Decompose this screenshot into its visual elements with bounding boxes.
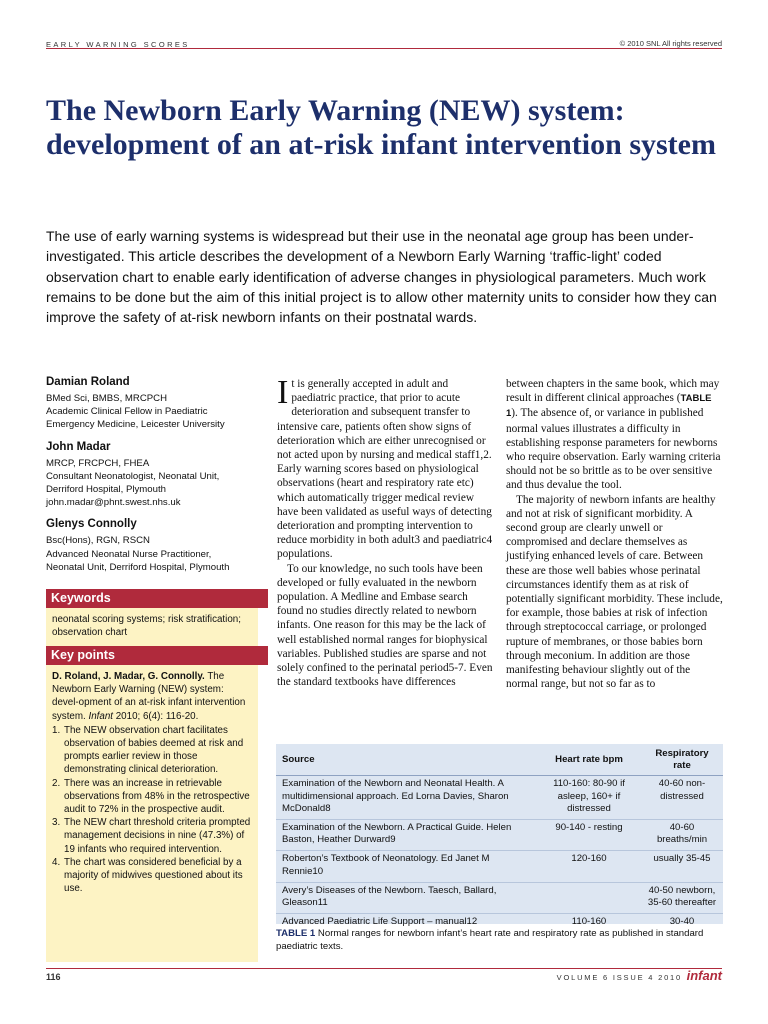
body-column-2 [506,377,724,691]
author-affiliation: Emergency Medicine, Leicester University [46,419,225,431]
citation-details: 2010; 6(4): 116-20. [113,710,199,722]
author-list [46,376,266,583]
data-table [276,744,723,932]
caption-label: TABLE 1 [276,928,316,939]
author-affiliation: Academic Clinical Fellow in Paediatric [46,406,208,418]
author-name: Glenys Connolly [46,518,137,531]
cell-source: Examination of the Newborn. A Practical Guide. Helen Baston, Heather Durward9 [276,820,537,851]
citation [52,670,252,723]
body-paragraph [277,374,495,562]
keywords-heading: Keywords [46,589,268,608]
list-item [52,816,252,856]
list-item [52,856,252,896]
key-points-heading: Key points [46,646,268,665]
table-caption [276,928,723,953]
author-affiliation: Neonatal Unit, Derriford Hospital, Plymouth [46,561,230,573]
article-title: The Newborn Early Warning (NEW) system: development of an at-risk infant intervention system [46,94,716,161]
citation-title: The Newborn Early Warning (NEW) system: devel-opment of an at-risk infant intervention system. [52,671,246,722]
table-row [276,851,723,882]
table-row [276,882,723,913]
caption-text: Normal ranges for newborn infant’s heart rate and respiratory rate as published in standard paediatric texts. [276,928,704,952]
author-affiliation: Consultant Neonatologist, Neonatal Unit, [46,470,220,482]
list-number: 2. [52,777,61,789]
table-reference-link[interactable]: TABLE 1 [506,393,712,420]
citation-authors: D. Roland, J. Madar, G. Connolly. [52,671,205,682]
author-affiliation: Advanced Neonatal Nurse Practitioner, [46,548,212,560]
body-column-1 [277,374,495,689]
keywords-text: neonatal scoring systems; risk stratification; observation chart [46,608,258,652]
cell-respiratory-rate: usually 35-45 [640,851,723,882]
body-paragraph: The majority of newborn infants are healthy and not at risk of significant morbidity. A second group are clearly unwell or compromised and declare themselves as justifying enhanced levels of care. Between these are those well babies whose perinatal circumstances identify them as at risk of potentially significant morbidity. These include, for example, those babies at risk of infection through streptococcal carriage, or prolonged rupture of membranes, or those babies born through meconium. In addition are those manifesting behaviour slightly out of the normal range, but not so far as to [506,493,723,691]
list-text: There was an increase in retrievable observations from 48% in the retrospective audit to 72% in the prospective audit. [64,777,250,816]
paragraph-text: t is generally accepted in adult and paediatric practice, that prior to acute deterioration and subsequent transfer to intensive care, patients often show signs of deterioration which are either unrecognised or not acted upon by nursing and medical staff1,2. Early warning scores based on physiological observations (heart and respiratory rate etc) which automatically trigger medical review have been validated as useful ways of detecting deterioration and prompting intervention to reduce morbidity in both adult3 and paediatric4 populations. [277,378,493,561]
author-affiliation: Derriford Hospital, Plymouth [46,484,166,496]
list-number: 1. [52,724,61,736]
footer-rule [46,968,722,969]
drop-cap: I [277,374,289,411]
key-points-box [46,665,258,962]
cell-source: Examination of the Newborn and Neonatal Health. A multidimensional approach. Ed Lorna Davies, Sharon McDonald8 [276,776,537,820]
cell-respiratory-rate: 40-50 newborn, 35-60 thereafter [640,882,723,913]
cell-source: Roberton’s Textbook of Neonatology. Ed Janet M Rennie10 [276,851,537,882]
list-text: The NEW observation chart facilitates observation of babies deemed at risk and prompts earlier review in those demonstrating clinical deterioration. [64,724,244,776]
cell-respiratory-rate: 40-60 non-distressed [640,776,723,820]
section-label: EARLY WARNING SCORES [46,40,190,49]
author-name: John Madar [46,440,111,453]
author-2 [46,441,266,510]
cell-heart-rate: 90-140 - resting [537,820,640,851]
column-header-heart-rate: Heart rate bpm [537,744,640,776]
list-text: The chart was considered beneficial by a majority of midwives questioned about its use. [64,856,243,895]
list-text: The NEW chart threshold criteria prompted management decisions in nine (47.3%) of 19 infants who required intervention. [64,817,251,855]
author-1 [46,376,266,432]
table-header-row [276,744,723,776]
journal-logo: infant [686,968,722,983]
cell-respiratory-rate: 30-40 [669,916,695,928]
body-paragraph: To our knowledge, no such tools have been developed or fully evaluated in the newborn population. A Medline and Embase search found no studies directly related to newborn infants. One reason for this may be the lack of well established normal ranges for biophysical variables. Published studies are sparse and not solely confined to the perinatal period5-7. Even the standard textbooks have differences [277,562,493,689]
list-item [52,777,252,817]
paragraph-text: between chapters in the same book, which may result in different clinical approaches ( [506,378,720,405]
author-3 [46,518,266,574]
article-abstract: The use of early warning systems is widespread but their use in the neonatal age group has been under-investigated. This article describes the development of a Newborn Early Warning ‘traffic-light’ coded observation chart to enable early identification of adverse changes in physiological parameters. Much work remains to be done but the aim of this initial project is to allow other maternity units to consider how they can improve the safety of at-risk newborn infants on their postnatal wards. [46,228,717,326]
key-points-list [52,724,252,896]
copyright-notice: © 2010 SNL All rights reserved [619,39,722,48]
cell-respiratory-rate: 40-60 breaths/min [640,820,723,851]
cell-source: Avery’s Diseases of the Newborn. Taesch, Ballard, Gleason11 [276,882,537,913]
cell-heart-rate: 120-160 [537,851,640,882]
author-email-link[interactable]: john.madar@phnt.swest.nhs.uk [46,497,181,509]
column-header-respiratory-rate: Respiratory rate [640,744,723,776]
author-credential: Bsc(Hons), RGN, RSCN [46,535,150,547]
column-header-source: Source [276,744,537,776]
author-credential: BMed Sci, BMBS, MRCPCH [46,393,168,404]
cell-heart-rate: 110-160 [571,916,607,928]
cell-source: Advanced Paediatric Life Support – manual12 [282,916,478,928]
page-number: 116 [46,972,61,982]
table-row [276,776,723,820]
body-paragraph [506,377,724,493]
author-name: Damian Roland [46,376,130,388]
citation-journal: Infant [88,710,113,722]
author-credential: MRCP, FRCPCH, FHEA [46,457,150,469]
issue-label: VOLUME 6 ISSUE 4 2010 [556,973,682,982]
cell-heart-rate [537,882,640,913]
list-number: 3. [52,817,61,829]
list-item [52,724,252,777]
cell-heart-rate: 110-160: 80-90 if asleep, 160+ if distressed [537,776,640,820]
table-row [276,820,723,851]
normal-ranges-table [276,744,723,928]
list-number: 4. [52,856,61,868]
paragraph-text: ). The absence of, or variance in published normal values illustrates a difficulty in establishing response parameters for newborns who require observation. Early warning criteria should not be so brittle as to be over sensitive and thus devalue the tool. [506,407,721,492]
